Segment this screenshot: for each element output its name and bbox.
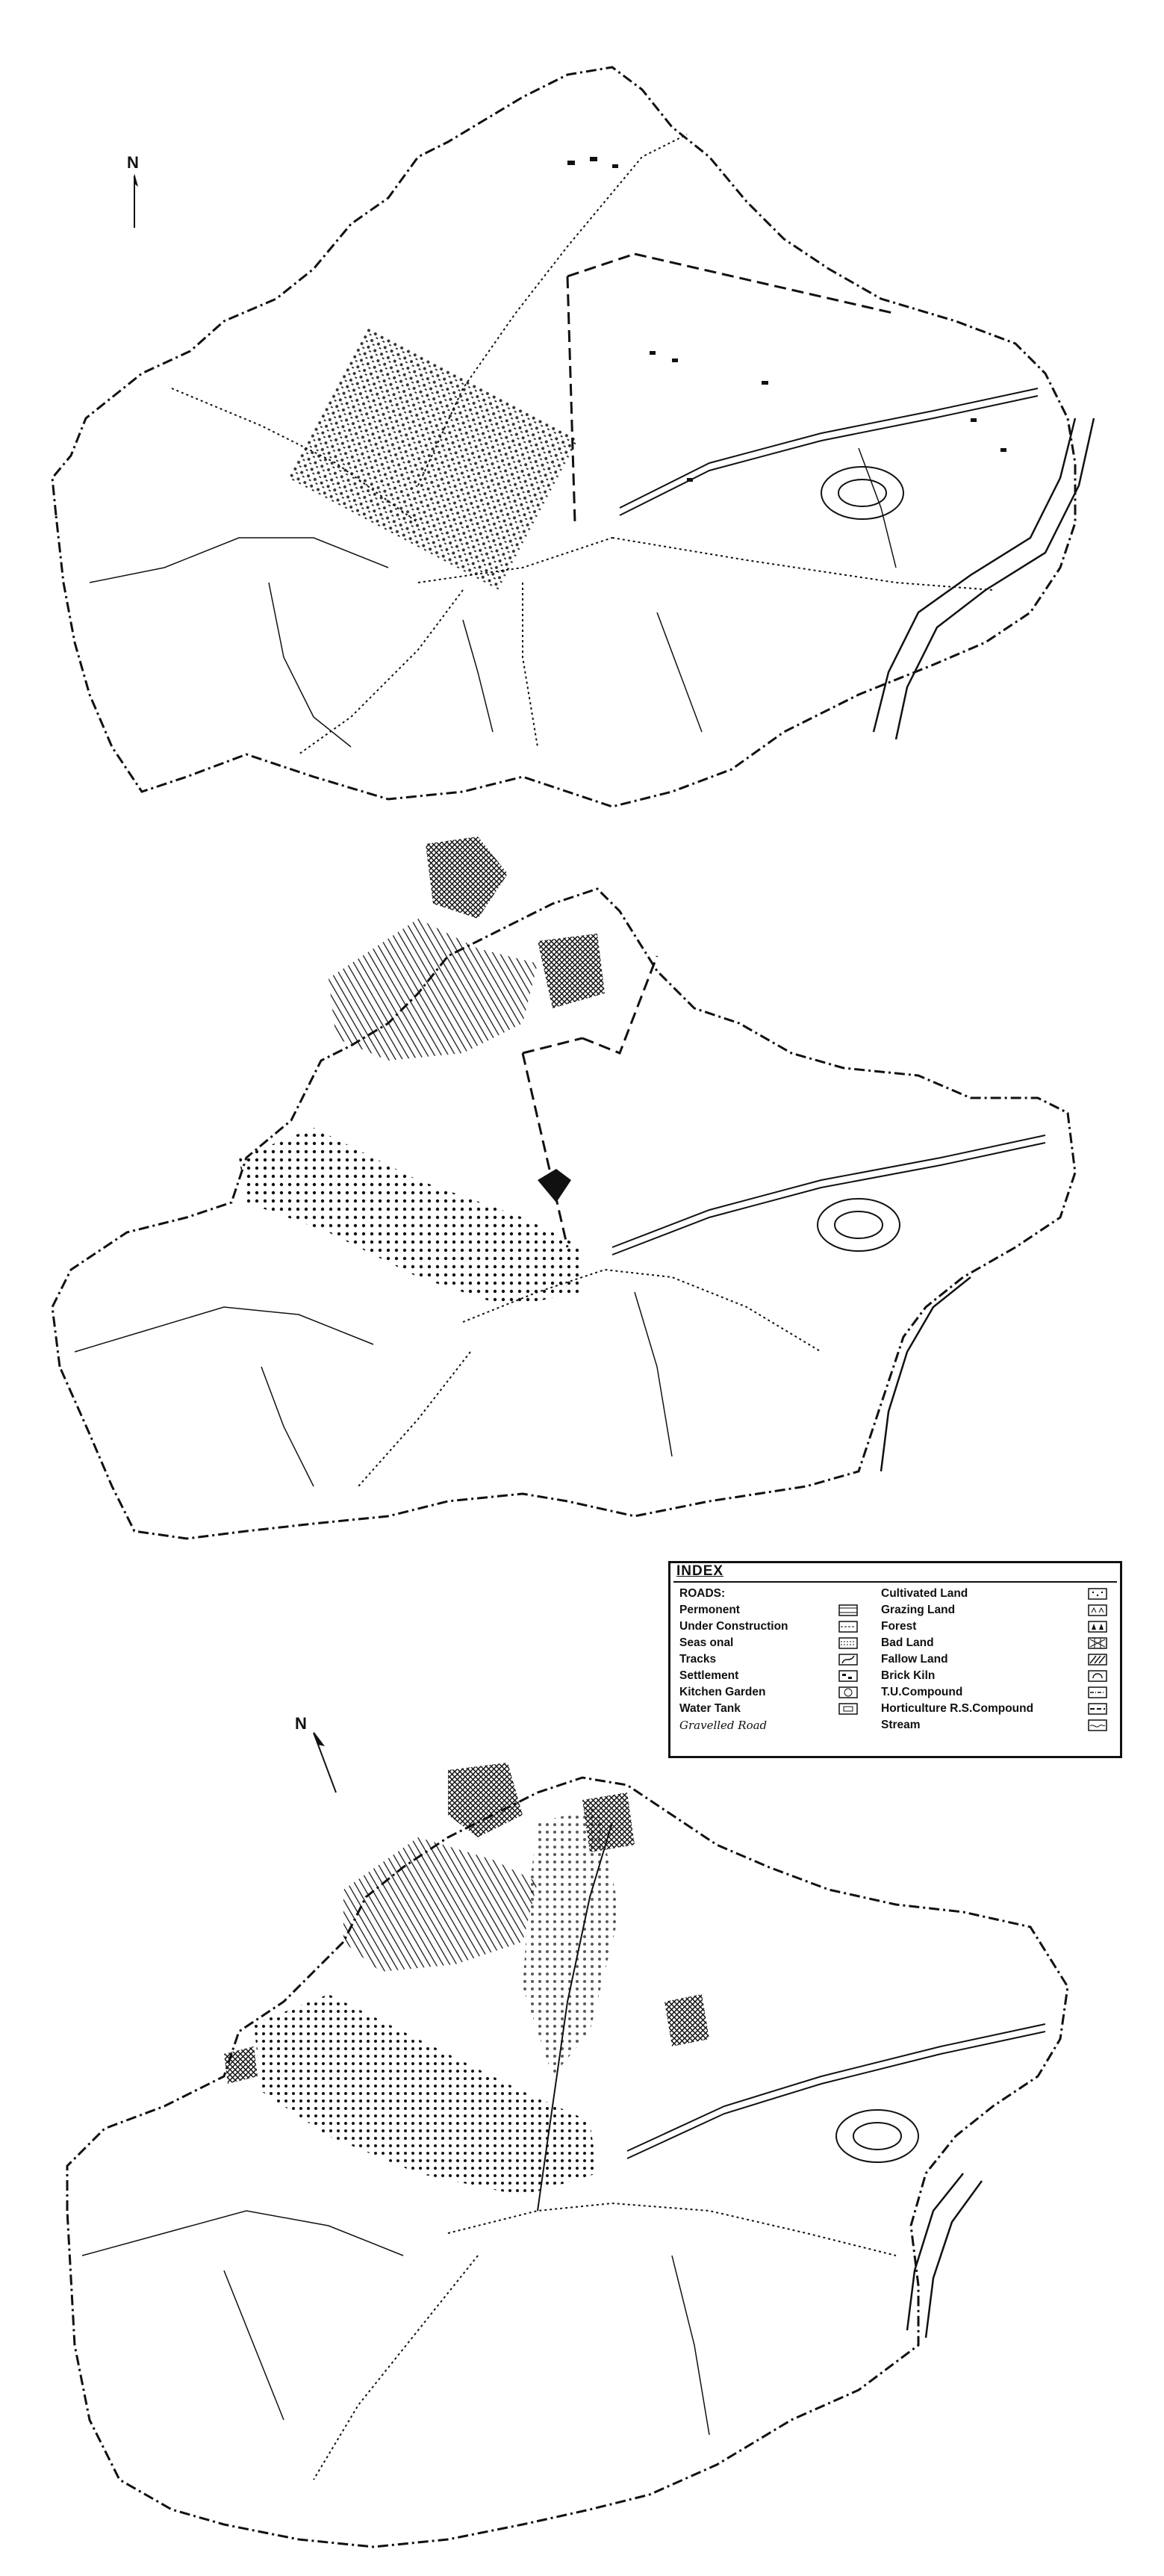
map-3-oval-2 (853, 2123, 901, 2150)
map-1-stream-1 (90, 538, 388, 583)
map-2-stream-3 (635, 1292, 672, 1456)
map-3-north-arrow (295, 1714, 336, 1793)
map-1-oval-2 (838, 479, 886, 506)
grazing-land-icon (1087, 1604, 1108, 1617)
map-2-compound (523, 956, 657, 1247)
legend-item: Fallow Land (881, 1651, 1033, 1668)
map-3-river-b (926, 2181, 982, 2338)
map-panel-2 (0, 829, 1164, 1576)
map-1-stream-3 (463, 620, 493, 732)
map-2-fallow-land (329, 837, 605, 1061)
legend-item: Settlement (679, 1668, 788, 1684)
legend-item: Brick Kiln (881, 1668, 1033, 1684)
map-1-settlement-cluster (287, 327, 579, 591)
map-2-oval-1 (818, 1199, 900, 1251)
map-1-svg (0, 0, 1164, 829)
map-1-road-main2 (620, 396, 1038, 515)
map-3-river-a (907, 2173, 963, 2330)
map-1-road-main (620, 388, 1038, 508)
map-3-north-label: N (295, 1714, 307, 1733)
map-1-river-a (874, 418, 1075, 732)
map-1-stream-5 (859, 448, 896, 568)
legend-item: Seas onal (679, 1635, 788, 1651)
map-2-stream-2 (261, 1367, 314, 1486)
legend-divider (673, 1581, 1117, 1583)
map-panel-3 (0, 1688, 1164, 2576)
permanent-road-icon (838, 1604, 859, 1617)
map-2-svg (0, 829, 1164, 1576)
legend-item: Gravelled Road (679, 1719, 768, 1732)
map-1-stream-2 (269, 583, 351, 747)
legend-item: Horticulture R.S.Compound (881, 1701, 1033, 1717)
legend-item: Under Construction (679, 1618, 788, 1635)
forest-icon (1087, 1620, 1108, 1633)
map-3-stream-3 (672, 2256, 709, 2435)
settlement-icon (838, 1669, 859, 1683)
legend-title: INDEX (676, 1563, 724, 1579)
map-1-oval-1 (821, 467, 903, 519)
map-3-road-lower (448, 2203, 896, 2256)
map-3-svg (0, 1688, 1164, 2576)
legend-item: Water Tank (679, 1701, 788, 1717)
map-1-road-sw (299, 590, 463, 754)
map-1-road-s (523, 583, 538, 747)
tracks-icon (838, 1653, 859, 1666)
map-2-road-main2 (612, 1143, 1045, 1255)
map-panel-1 (0, 0, 1164, 829)
legend-item: Bad Land (881, 1635, 1033, 1651)
map-2-road-sw (358, 1352, 470, 1486)
map-2-oval-2 (835, 1211, 883, 1238)
map-1-stream-4 (657, 612, 702, 732)
legend-item: Forest (881, 1618, 1033, 1635)
cultivated-land-icon (1087, 1587, 1108, 1601)
legend-item: Tracks (679, 1651, 788, 1668)
map-2-heart-forest (538, 1169, 571, 1202)
map-2-stream-1 (75, 1307, 373, 1352)
map-3-stream-2 (224, 2271, 284, 2420)
map-2-settlement-cluster (239, 1128, 582, 1307)
map-1-north-arrow (127, 153, 139, 228)
map-3-road-sw (314, 2256, 478, 2480)
under-construction-road-icon (838, 1620, 859, 1633)
legend-item: Grazing Land (881, 1602, 1033, 1618)
brick-kiln-icon (1087, 1669, 1108, 1683)
map-3-oval-1 (836, 2110, 918, 2162)
bad-land-icon (1087, 1636, 1108, 1650)
map-1-river-b (896, 418, 1094, 739)
legend-item: ROADS: (679, 1587, 726, 1600)
fallow-land-icon (1087, 1653, 1108, 1666)
map-1-north-label: N (127, 153, 139, 172)
seasonal-road-icon (838, 1636, 859, 1650)
legend-item: Stream (881, 1717, 1033, 1734)
legend-item: Permonent (679, 1602, 788, 1618)
legend-item: T.U.Compound (881, 1684, 1033, 1701)
map-3-stream-1 (82, 2211, 403, 2256)
legend-item: Cultivated Land (881, 1586, 1033, 1602)
legend-item: Kitchen Garden (679, 1684, 788, 1701)
